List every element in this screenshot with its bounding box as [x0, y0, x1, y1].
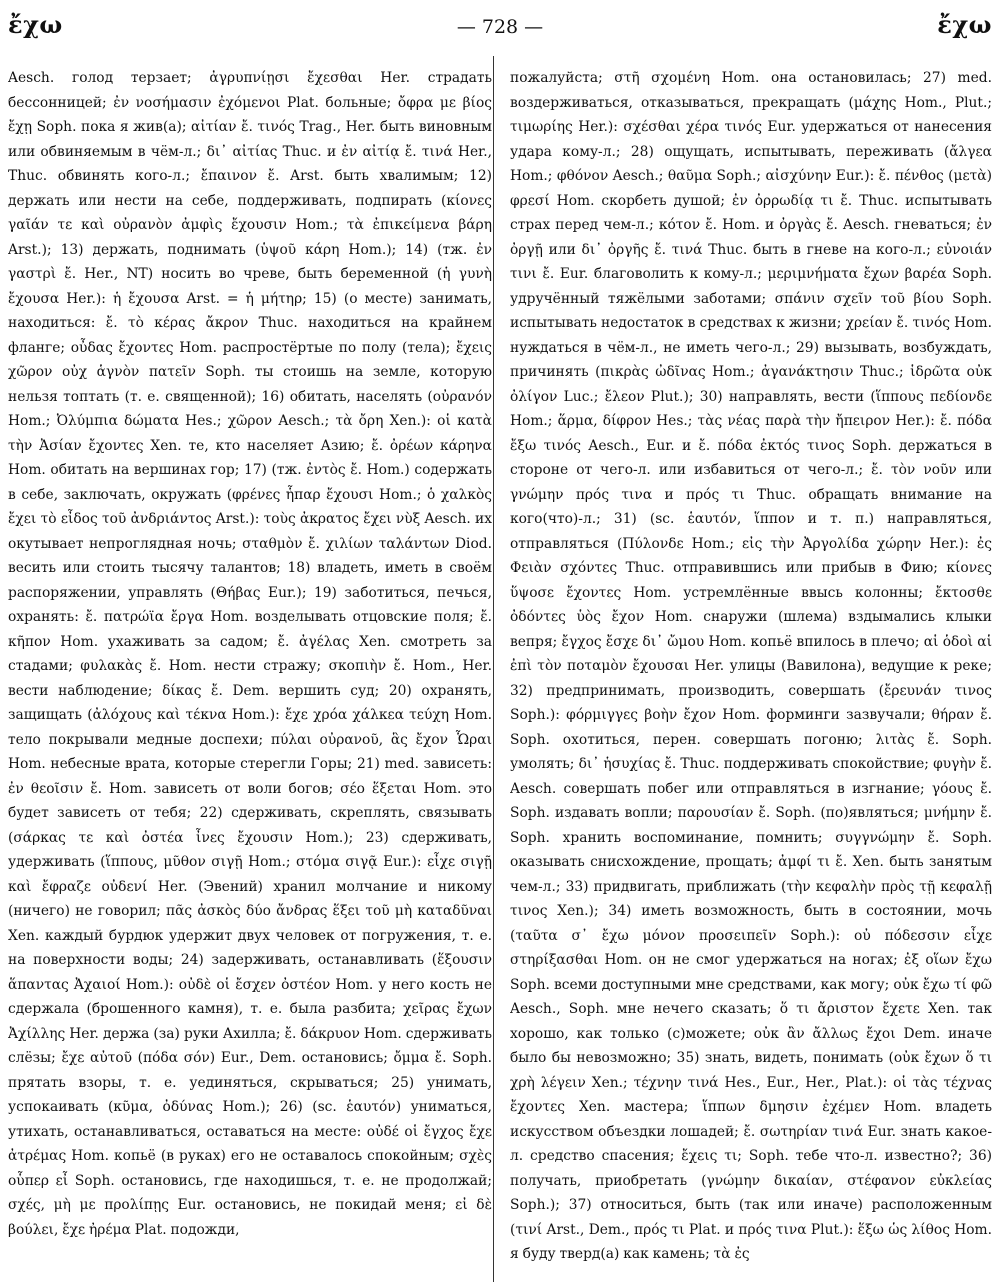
page-number: — 728 — — [456, 16, 544, 38]
headword-left: ἔχω — [8, 10, 63, 39]
left-column-text: Aesch. голод терзает; ἀγρυπνίῃσι ἔχεσθαι Her. страдать бессонницей; ἐν νοσήμασιν ἐχόμενοι Plat. больные; ὄφρα με βίος ἔχῃ Soph. пока я жив(а); αἰτίαν ἔ. τινός Trag., Her. быть виновным или обвиняемым в чём-л.; δι᾽ αἰτίας Thuc. и ἐν αἰτίᾳ ἔ. τινά Her., Thuc. обвинять кого-л.; ἔπαινον ἔ. Arst. быть хвалимым; 12) держать или нести на себе, поддерживать, подпирать (κίονες γαῖάν τε καὶ οὐρανὸν ἀμφὶς ἔχουσιν Hom.; τὰ ἐπικείμενα βάρη Arst.); 13) держать, поднимать (ὑψοῦ κάρη Hom.); 14) (тж. ἐν γαστρὶ ἔ. Her., NT) носить во чреве, быть беременной (ἡ γυνὴ ἔχουσα Her.): ἡ ἔχουσα Arst. = ἡ μήτηρ; 15) (о месте) занимать, находиться: ἔ. τὸ κέρας ἄκρον Thuc. находиться на крайнем фланге; οὖδας ἔχοντες Hom. распростёртые по полу (тела); ἔχεις χῶρον οὐχ ἁγνὸν πατεῖν Soph. ты стоишь на земле, которую нельзя топтать (т. е. священной); 16) обитать, населять (οὐρανόν Hom.; Ὀλύμπια δώματα Hes.; χῶρον Aesch.; τὰ ὄρη Xen.): οἱ κατὰ τὴν Ἀσίαν ἔχοντες Xen. те, кто населяет Азию; ἔ. ὀρέων κάρηνα Hom. обитать на вершинах гор; 17) (тж. ἐντὸς ἔ. Hom.) содержать в себе, заключать, окружать (φρένες ἧπαρ ἔχουσι Hom.; ὁ χαλκὸς ἔχει τὸ εἶδος τοῦ ἀνδριάντος Arst.): τοὺς ἀκρατος ἔχει νὺξ Aesch. их окутывает непроглядная ночь; σταθμὸν ἔ. χιλίων ταλάντων Diod. весить или стоить тысячу талантов; 18) владеть, иметь в своём распоряжении, управлять (Θήβας Eur.); 19) заботиться, печься, охранять: ἔ. πατρώϊα ἔργα Hom. возделывать отцовские поля; ἔ. κῆπον Hom. ухаживать за садом; ἔ. ἀγέλας Xen. смотреть за стадами; φυλακὰς ἔ. Hom. нести стражу; σκοπιὴν ἔ. Hom., Her. вести наблюдение; δίκας ἔ. Dem. вершить суд; 20) охранять, защищать (ἀλόχους καὶ τέκνα Hom.): ἔχε χρόα χάλκεα τεύχη Hom. тело покрывали медные доспехи; πύλαι οὐρανοῦ, ἃς ἔχον Ὧραι Hom. небесные врата, которые стерегли Горы; 21) med. зависеть: ἐν θεοῖσιν ἔ. Hom. зависеть от воли богов; σέο ἕξεται Hom. это будет зависеть от тебя; 22) сдерживать, скреплять, связывать (σάρκας τε καὶ ὀστέα ἶνες ἔχουσιν Hom.); 23) сдерживать, удерживать (ἵππους, μῦθον σιγῇ Hom.; στόμα σιγᾷ Eur.): εἶχε σιγῇ καὶ ἔφραζε οὐδενί Her. (Эвений) хранил молчание и никому (ничего) не говорил; πᾶς ἀσκὸς δύο ἄνδρας ἕξει τοῦ μὴ καταδῦναι Xen. каждый бурдюк удержит двух человек от погружения, т. е. на поверхности воды; 24) задерживать, останавливать (ἕξουσιν ἅπαντας Ἀχαιοί Hom.): οὐδὲ οἱ ἔσχεν ὀστέον Hom. у него кость не сдержала (брошенного камня), т. е. была разбита; χεῖρας ἔχων Ἀχίλλης Her. держа (за) руки Ахилла; ἔ. δάκρυον Hom. сдерживать слёзы; ἔχε αὐτοῦ (πόδα σόν) Eur., Dem. остановись; ὄμμα ἔ. Soph. прятать взоры, т. е. уединяться, скрываться; 25) унимать, успокаивать (κῦμα, ὀδύνας Hom.); 26) (sc. ἑαυτόν) униматься, утихать, останавливаться, оставаться на месте: οὐδέ οἱ ἔγχος ἔχε ἀτρέμας Hom. копьё (в руках) его не оставалось спокойным; σχὲς οὗπερ εἶ Soph. остановись, где находишься, т. е. не продолжай; σχές, μὴ με προλίπῃς Eur. остановись, не покидай меня; εἰ δὲ βούλει, ἔχε ἠρέμα Plat. подожди, — [8, 70, 492, 1238]
right-column-text: пожалуйста; στῆ σχομένη Hom. она остановилась; 27) med. воздерживаться, отказываться, прекращать (μάχης Hom., Plut.; τιμωρίης Her.): σχέσθαι χέρα τινός Eur. удержаться от нанесения удара кому-л.; 28) ощущать, испытывать, переживать (ἄλγεα Hom.; φθόνον Aesch.; θαῦμα Soph.; αἰσχύνην Eur.): ἔ. πένθος (μετὰ) φρεσί Hom. скорбеть душой; ἐν ὀρρωδίᾳ τι ἔ. Thuc. испытывать страх перед чем-л.; κότον ἔ. Hom. и ὀργὰς ἔ. Aesch. гневаться; ἐν ὀργῇ или δι᾽ ὀργῆς ἔ. τινά Thuc. быть в гневе на кого-л.; εὐνοιάν τινι ἔ. Eur. благоволить к кому-л.; μεριμνήματα ἔχων βαρέα Soph. удручённый тяжёлыми заботами; σπάνιν σχεῖν τοῦ βίου Soph. испытывать недостаток в средствах к жизни; χρείαν ἔ. τινός Hom. нуждаться в чём-л., не иметь чего-л.; 29) вызывать, возбуждать, причинять (πικρὰς ὠδῖνας Hom.; ἀγανάκτησιν Thuc.; ἱδρῶτα οὐκ ὀλίγον Luc.; ἔλεον Plut.); 30) направлять, вести (ἵππους πεδίονδε Hom.; ἅρμα, δίφρον Hes.; τὰς νέας παρὰ τὴν ἤπειρον Her.): ἔ. πόδα ἔξω τινός Aesch., Eur. и ἔ. πόδα ἐκτός τινος Soph. держаться в стороне от чего-л. или избавиться от чего-л.; ἔ. τὸν νοῦν или γνώμην πρός τινα и πρός τι Thuc. обращать внимание на кого(что)-л.; 31) (sc. ἑαυτόν, ἵππον и т. п.) направляться, отправляться (Πύλονδε Hom.; εἰς τὴν Ἀργολίδα χώρην Her.): ἐς Φειὰν σχόντες Thuc. отправившись или прибыв в Фию; κίονες ὕψοσε ἔχοντες Hom. устремлённые ввысь колонны; ἔκτοσθε ὀδόντες ὑὸς ἔχον Hom. снаружи (шлема) вздымались клыки вепря; ἔγχος ἔσχε δι᾽ ὤμου Hom. копьё впилось в плечо; αἱ ὁδοὶ αἱ ἐπὶ τὸν ποταμὸν ἔχουσαι Her. улицы (Вавилона), ведущие к реке; 32) предпринимать, производить, совершать (ἔρευνάν τινος Soph.): φόρμιγγες βοὴν ἔχον Hom. форминги зазвучали; θήραν ἔ. Soph. охотиться, перен. совершать погоню; λιτὰς ἔ. Soph. умолять; δι᾽ ἡσυχίας ἔ. Thuc. поддерживать спокойствие; φυγὴν ἔ. Aesch. совершать побег или отправляться в изгнание; γόους ἔ. Soph. издавать вопли; παρουσίαν ἔ. Soph. (по)являться; μνήμην ἔ. Soph. хранить воспоминание, помнить; συγγνώμην ἔ. Soph. оказывать снисхождение, прощать; ἀμφί τι ἔ. Xen. быть занятым чем-л.; 33) придвигать, приближать (τὴν κεφαλὴν πρὸς τῇ κεφαλῇ τινος Xen.); 34) иметь возможность, быть в состоянии, мочь (ταῦτα σ᾽ ἔχω μόνον προσειπεῖν Soph.): οὐ πόδεσσιν εἶχε στηρίξασθαι Hom. он не смог удержаться на ногах; ἐξ οἵων ἔχω Soph. всеми доступными мне средствами, как могу; οὐκ ἔχω τί φῶ Aesch., Soph. мне нечего сказать; ὅ τι ἄριστον ἔχετε Xen. так хорошо, как только (с)можете; οὐκ ἂν ἄλλως ἔχοι Dem. иначе было бы невозможно; 35) знать, видеть, понимать (οὐκ ἔχων ὅ τι χρὴ λέγειν Xen.; τέχνην τινά Hes., Eur., Her., Plat.): οἱ τὰς τέχνας ἔχοντες Xen. мастера; ἵππων δμησιν ἐχέμεν Hom. владеть искусством объездки лошадей; ἔ. σωτηρίαν τινά Eur. знать какое-л. средство спасения; ἔχεις τι; Soph. тебе что-л. известно?; 36) получать, приобретать (γνώμην δικαίαν, στέφανον εὐκλείας Soph.); 37) относиться, быть (так или иначе) расположенным (τινί Arst., Dem., πρός τι Plat. и πρός τινα Plut.): ἕξω ὡς λίθος Hom. я буду тверд(а) как камень; τὰ ἐς — [510, 70, 992, 1262]
headword-right: ἔχω — [937, 10, 992, 39]
text-columns — [8, 66, 992, 1280]
page-header — [8, 10, 992, 44]
